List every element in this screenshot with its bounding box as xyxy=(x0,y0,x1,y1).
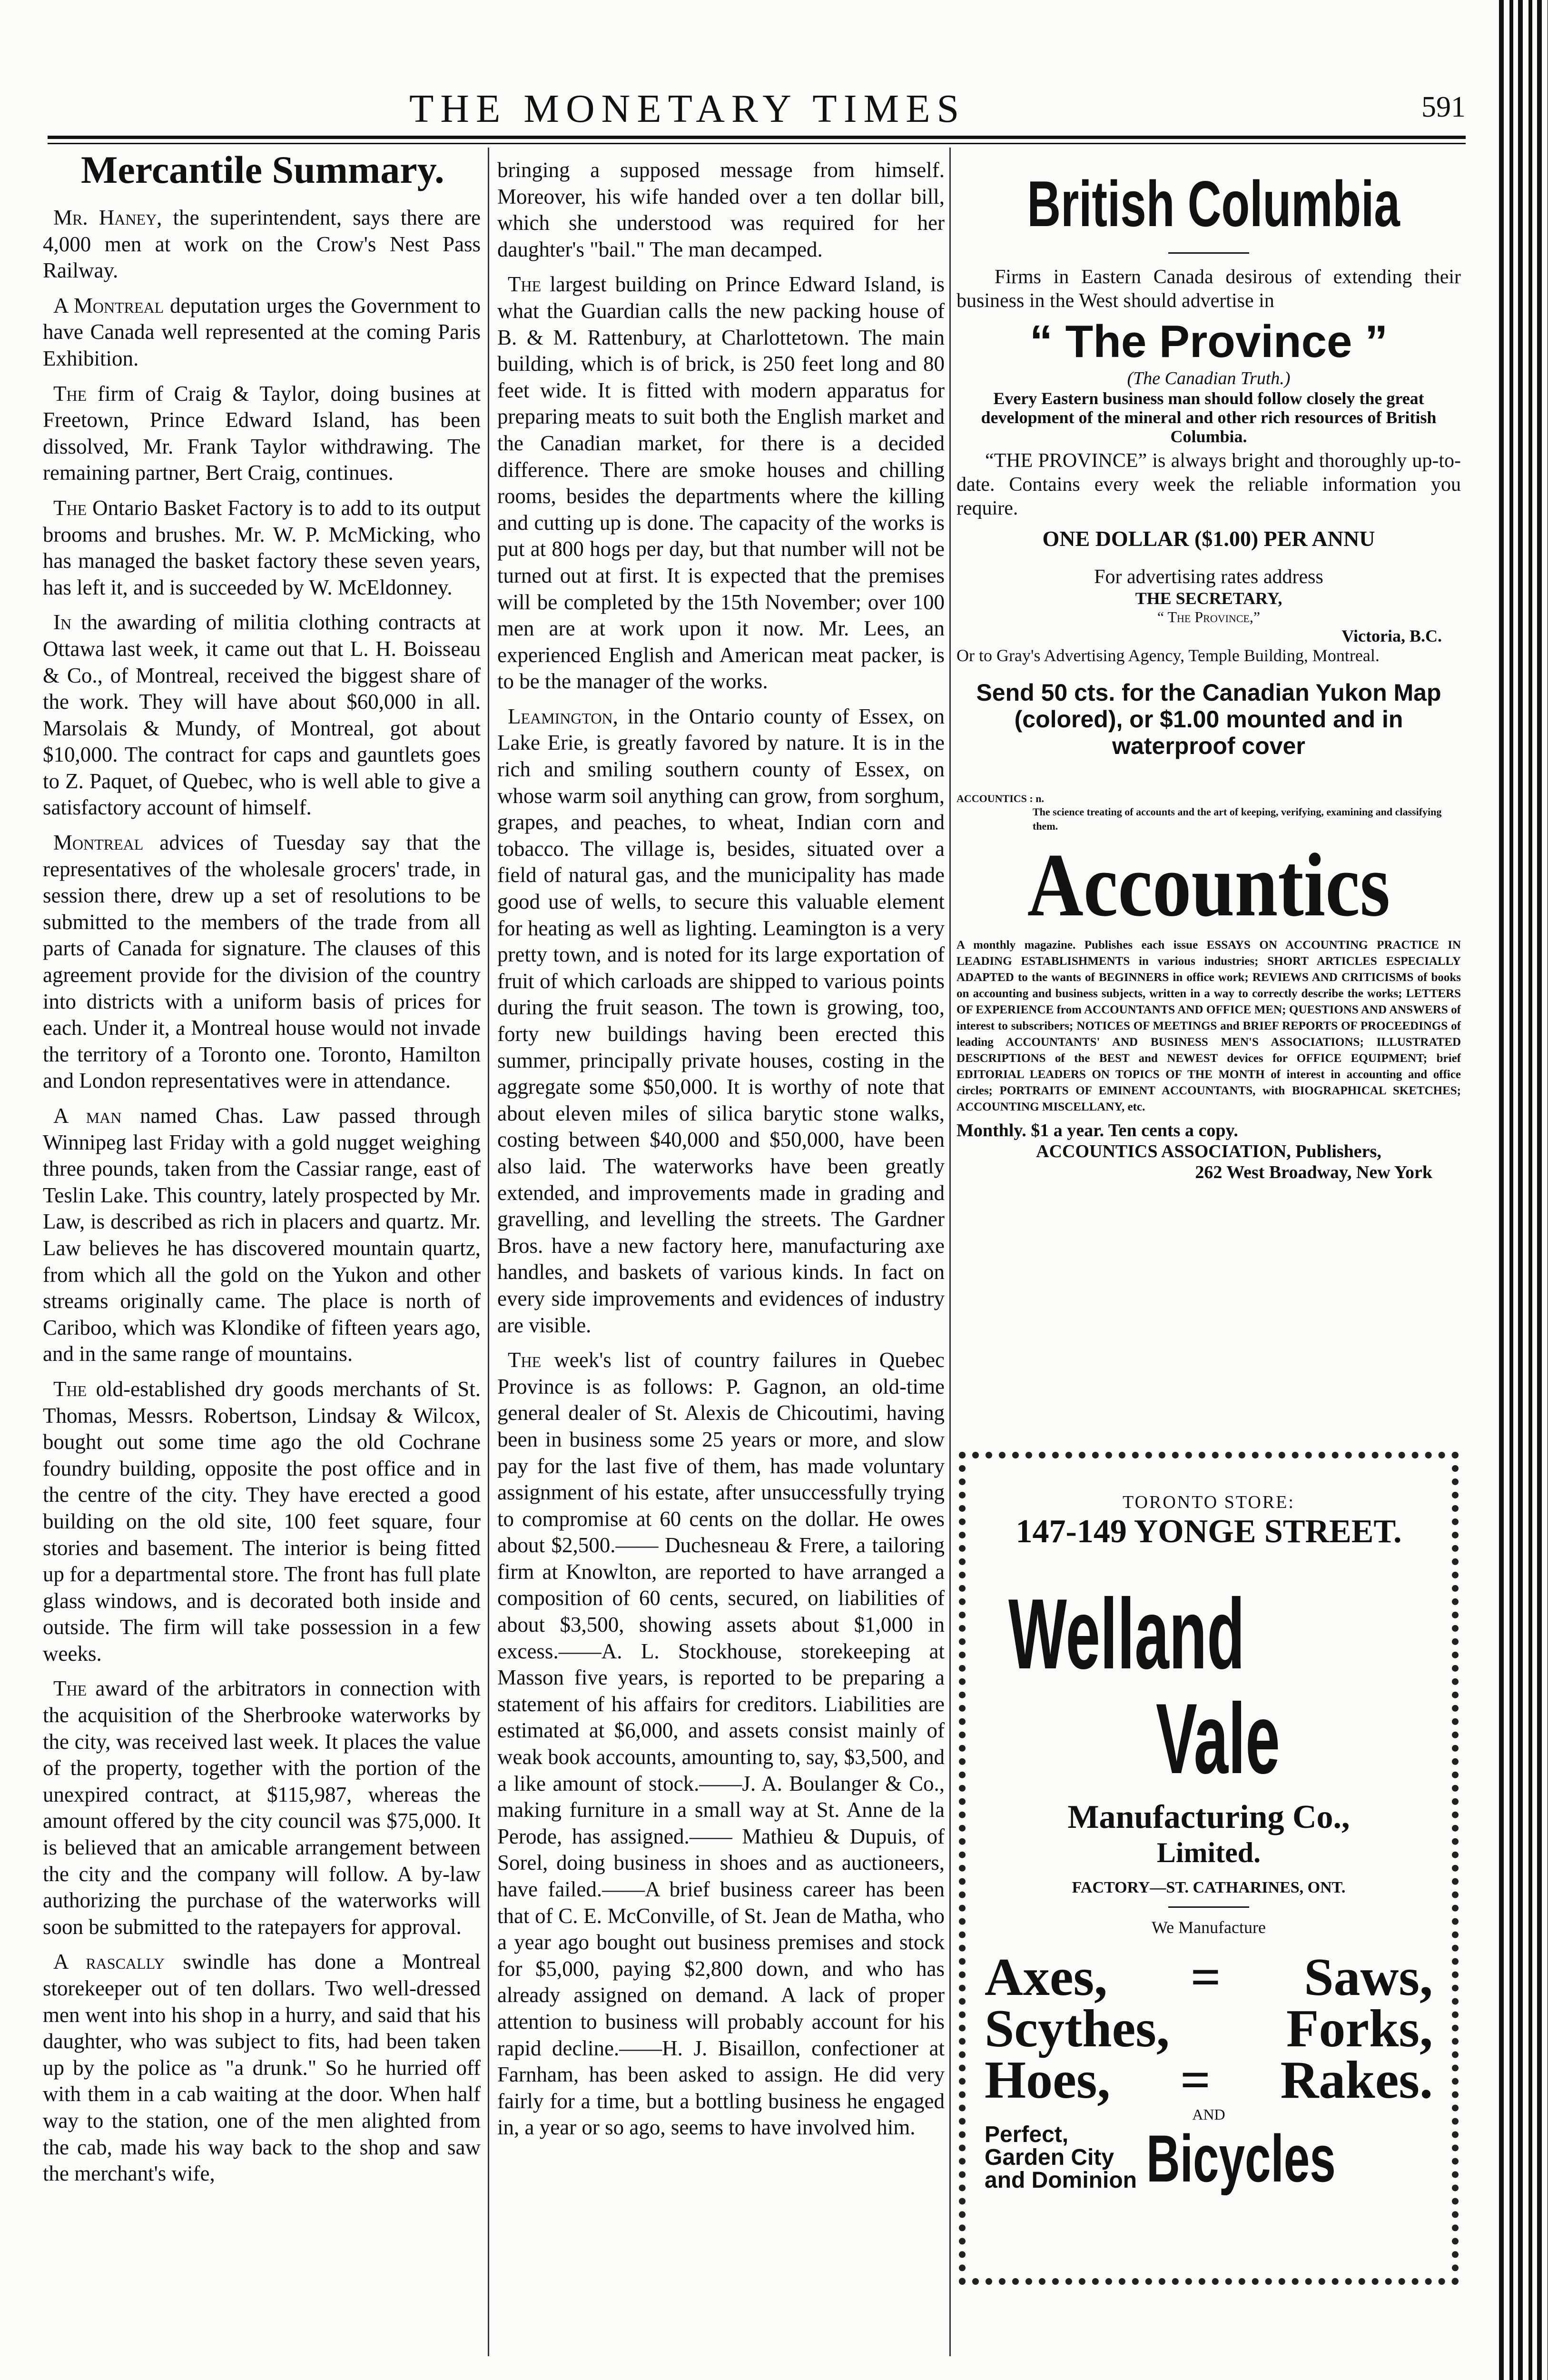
ad-bc-secretary: THE SECRETARY, xyxy=(1135,589,1282,608)
paragraph-lead: In xyxy=(53,610,72,635)
paragraph-text: largest building on Prince Edward Island, is what the Guardian calls the new packing house of B. & M. Rattenbury, at Charlottetown. The main building, which is of brick, is 250 feet long and 80 feet wide. It is fitted with modern apparatus for preparing meats to suit both the English market and the Canadian market, for there is a decided difference. There are smoke houses and chilling rooms, besides the departments where the killing and cutting up is done. The capacity of the works is put at 800 hogs per day, but that number will not be turned out at first. It is expected that the premises will be completed by the 15th November; over 100 men are at work upon it now. Mr. Lees, an experienced English and American meat packer, is to be the manager of the works. xyxy=(497,272,945,694)
article-paragraph xyxy=(43,609,481,821)
ad-wv-and: AND xyxy=(1192,2106,1225,2123)
section-heading: Mercantile Summary. xyxy=(81,148,444,191)
masthead xyxy=(48,81,1466,133)
ad-bc-victoria: Victoria, B.C. xyxy=(1341,626,1442,645)
article-paragraph xyxy=(497,704,945,1339)
paragraph-lead: A rascally xyxy=(53,1950,165,1974)
ad-acc-def-label: ACCOUNTICS : n. xyxy=(956,793,1044,804)
ad-bc-rates: For advertising rates address xyxy=(1094,566,1323,588)
ad-wv-garden: Garden City xyxy=(985,2145,1114,2170)
ad-bc-or: Or to Gray's Advertising Agency, Temple Building, Montreal. xyxy=(956,646,1380,665)
paragraph-text: firm of Craig & Taylor, doing busines at Freetown, Prince Edward Island, has been dissolved, Mr. Frank Taylor withdrawing. The remaining partner, Bert Craig, continues. xyxy=(43,381,481,485)
ad-wv-dominion: and Dominion xyxy=(985,2168,1137,2193)
paragraph-text: award of the arbitrators in connection with the acquisition of the Sherbrooke waterworks by the city, was received last week. It places the value of the property, together with the portion of the unexpired contract, at $115,987, whereas the amount offered by the city council was $75,000. It is believed that an amicable arrangement between the city and the company will follow. A by-law authorizing the purchase of the waterworks will soon be submitted to the ratepayers for approval. xyxy=(43,1676,481,1939)
ad-wv-name2: Vale xyxy=(1156,1683,1280,1795)
ad-wv-limited: Limited. xyxy=(1156,1837,1261,1868)
column-divider xyxy=(949,148,951,2356)
separator: = xyxy=(1180,2051,1211,2110)
paragraph-text: advices of Tuesday say that the representatives of the wholesale grocers' trade, in session there, drew up a set of resolutions to be submitted to the members of the trade from all parts of Canada for signature. The clauses of this agreement provide for the division of the country into districts with a uniform basis of prices for each. Under it, a Montreal house would not invade the territory of a Toronto one. Toronto, Hamilton and London representatives were in attendance. xyxy=(43,831,481,1093)
paragraph-lead: The xyxy=(53,496,87,520)
page-edge-binding xyxy=(1499,0,1548,2380)
column-divider xyxy=(488,148,489,2356)
ad-wv-bicycles-title: Bicycles xyxy=(1146,2121,1336,2196)
column-mercantile xyxy=(43,205,481,2196)
article-paragraph xyxy=(43,830,481,1094)
masthead-title: THE MONETARY TIMES xyxy=(409,87,966,131)
paragraph-text: Ontario Basket Factory is to add to its output brooms and brushes. Mr. W. P. McMicking, who has managed the basket factory these seven years, has left it, and is succeeded by W. McEldonney. xyxy=(43,496,481,599)
ad-wv-row xyxy=(966,2051,1452,2110)
paragraph-text: the superintendent, says there are 4,000 men at work on the Crow's Nest Pass Railway. xyxy=(43,206,481,283)
paragraph-text: swindle has done a Montreal storekeeper out of ten dollars. Two well-dressed men went into his shop in a hurry, and said that his daughter, who was subject to fits, had been taken up by the police as "a drunk." So he hurried off with them in a cab waiting at the door. When half way to the station, one of the men alighted from the cab, made his way back to the shop and saw the merchant's wife, xyxy=(43,1950,481,2186)
divider xyxy=(1168,252,1249,254)
ad-wv-item: Axes, xyxy=(985,1948,1108,2007)
article-paragraph xyxy=(43,1376,481,1667)
paragraph-lead: The xyxy=(53,381,87,406)
paragraph-lead: The xyxy=(53,1676,87,1701)
paragraph-text: in the Ontario county of Essex, on Lake Erie, is greatly favored by nature. It is in the rich and smiling southern county of Essex, on whose warm soil anything can grow, from sorghum, grapes, and peaches, to wheat, Indian corn and tobacco. The village is, besides, situated over a field of natural gas, and the municipality has made good use of wells, to secure this valuable element for heating as well as lighting. Leamington is a very pretty town, and is noted for its large exportation of fruit of which carloads are shipped to various points during the fruit season. The town is growing, too, forty new buildings having been erected this summer, principally private houses, costing in the aggregate some $50,000. It is worthy of note that about eleven miles of silica barytic stone walks, costing between $40,000 and $50,000, have been also laid. The waterworks have been greatly extended, and improvements made in grading and gravelling, and levelling the streets. The Gardner Bros. have a new factory here, manufacturing axe handles, and baskets of various kinds. In fact on every side improvements and evidences of industry are visible. xyxy=(497,704,945,1337)
separator: = xyxy=(1190,1948,1221,2007)
ad-wv-bike-brands xyxy=(985,2123,1137,2192)
ad-wv-item: Scythes, xyxy=(985,1999,1170,2058)
ad-acc-title: Accountics xyxy=(1027,835,1390,935)
paragraph-text: old-established dry goods merchants of St. Thomas, Messrs. Robertson, Lindsay & Wilcox, bought out some time ago the old Cochrane foundry building, opposite the post office and in the centre of the city. They have erected a good building on the old site, 100 feet square, four stories and basement. The interior is being fitted up for a departmental store. The front has full plate glass windows, and is decorated both inside and outside. The firm will take possession in a few weeks. xyxy=(43,1377,481,1666)
ad-acc-def: The science treating of accounts and the art of keeping, verifying, examining and classifying them. xyxy=(1033,806,1442,832)
paragraph-lead: A man xyxy=(53,1104,122,1128)
ad-bc-note: Every Eastern business man should follow closely the great development of the mineral and other rich resources of British Columbia. xyxy=(981,389,1437,446)
paragraph-lead: A Montreal xyxy=(53,293,164,317)
paragraph-lead: The xyxy=(508,1348,542,1372)
page-number: 591 xyxy=(1421,91,1466,123)
paragraph-text: bringing a supposed message from himself. Moreover, his wife handed over a ten dollar bill, which she understood was required for her daughter's "bail." The man decamped. xyxy=(497,158,945,261)
ad-wv-row xyxy=(966,1999,1452,2058)
ad-acc-body: A monthly magazine. Publishes each issue ESSAYS ON ACCOUNTING PRACTICE IN LEADING ESTABLISHMENTS in various industries; SHORT ARTICLES ESPECIALLY ADAPTED to the wants of BEGINNERS in office work; REVIEWS AND CRITICISMS of books on accounting and business subjects, written in a way to correctly describe the works; LETTERS OF EXPERIENCE from ACCOUNTANTS AND OFFICE MEN; QUESTIONS AND ANSWERS of interest to subscribers; NOTICES OF MEETINGS and BRIEF REPORTS OF PROCEEDINGS of leading ACCOUNTANTS' AND BUSINESS MEN'S ASSOCIATIONS; ILLUSTRATED DESCRIPTIONS of the BEST and NEWEST devices for OFFICE EQUIPMENT; brief EDITORIAL LEADERS ON TOPICS OF THE MONTH of interest in accounting and office circles; PORTRAITS OF EMINENT ACCOUNTANTS, with BIOGRAPHICAL SKETCHES; ACCOUNTING MISCELLANY, etc. xyxy=(956,939,1461,1113)
paragraph-text: the awarding of militia clothing contracts at Ottawa last week, it came out that L. H. Boisseau & Co., of Montreal, received the biggest share of the work. They will have about $60,000 in all. Marsolais & Mundy, of Montreal, got about $10,000. The contract for caps and gauntlets goes to Z. Paquet, of Quebec, who is well able to give a satisfactory account of himself. xyxy=(43,610,481,820)
ad-accountics xyxy=(956,793,1461,1183)
ad-bc-subtitle: (The Canadian Truth.) xyxy=(1127,368,1291,388)
article-paragraph xyxy=(43,495,481,601)
ad-wv-bicycles xyxy=(966,2121,1452,2196)
paragraph-lead: The xyxy=(508,272,542,297)
ad-wv-manufacture: We Manufacture xyxy=(1152,1918,1266,1937)
article-paragraph xyxy=(43,293,481,372)
ad-bc-title: British Columbia xyxy=(1027,168,1400,240)
masthead-rule-thin xyxy=(48,143,1466,144)
ad-acc-price: Monthly. $1 a year. Ten cents a copy. xyxy=(956,1121,1238,1140)
ad-bc-price: ONE DOLLAR ($1.00) PER ANNU xyxy=(1042,526,1375,551)
article-paragraph xyxy=(497,271,945,695)
ad-bc-intro: Firms in Eastern Canada desirous of extending their business in the West should advertise in xyxy=(956,266,1461,312)
ad-wv-item: Forks, xyxy=(1286,1999,1433,2058)
paragraph-text: named Chas. Law passed through Winnipeg last Friday with a gold nugget weighing three pounds, taken from the Cassiar range, east of Teslin Lake. This country, lately prospected by Mr. Law, is described as rich in placers and quartz. Mr. Law believes he has discovered mountain quartz, from which all the gold on the Yukon and other streams originally came. The place is north of Cariboo, which was Klondike of fifteen years ago, and in the same range of mountains. xyxy=(43,1104,481,1366)
ad-welland-vale xyxy=(959,1452,1459,2285)
paragraph-lead: Mr. Haney, xyxy=(53,206,162,229)
article-paragraph xyxy=(43,381,481,486)
divider xyxy=(1168,1906,1249,1908)
ad-wv-factory: FACTORY—ST. CATHARINES, ONT. xyxy=(1072,1879,1346,1896)
ad-wv-name1: Welland xyxy=(1008,1578,1245,1690)
article-paragraph xyxy=(43,205,481,284)
ad-bc-desc: “THE PROVINCE” is always bright and thoroughly up-to-date. Contains every week the reliable information you require. xyxy=(956,450,1461,519)
paragraph-lead: Montreal xyxy=(53,831,144,855)
ad-bc-map-offer: Send 50 cts. for the Canadian Yukon Map (colored), or $1.00 mounted and in waterproof cover xyxy=(976,679,1441,759)
ad-acc-address: 262 West Broadway, New York xyxy=(1195,1162,1432,1182)
paragraph-lead: Leamington, xyxy=(508,704,618,728)
masthead-rule xyxy=(48,136,1466,139)
ad-wv-item: Rakes. xyxy=(1280,2051,1433,2110)
paragraph-lead: The xyxy=(53,1377,87,1401)
article-paragraph xyxy=(43,1676,481,1940)
ad-bc-province-line: “ The Province,” xyxy=(1157,608,1261,625)
ad-wv-row xyxy=(966,1937,1452,2007)
article-paragraph xyxy=(497,157,945,263)
ad-acc-publisher: ACCOUNTICS ASSOCIATION, Publishers, xyxy=(1036,1141,1381,1161)
ad-wv-item: Saws, xyxy=(1304,1948,1433,2007)
paragraph-text: deputation urges the Government to have Canada well represented at the coming Paris Exhibition. xyxy=(43,293,481,370)
ad-british-columbia xyxy=(956,167,1461,759)
article-paragraph xyxy=(497,1347,945,2141)
article-paragraph xyxy=(43,1949,481,2187)
ad-wv-item: Hoes, xyxy=(985,2051,1111,2110)
ad-wv-company: Manufacturing Co., xyxy=(1067,1799,1350,1835)
ad-bc-paper: “ The Province ” xyxy=(1029,316,1388,367)
paragraph-text: week's list of country failures in Quebec Province is as follows: P. Gagnon, an old-time general dealer of St. Alexis de Chicoutimi, having been in business some 25 years or more, and slow pay for the last five of them, has made voluntary assignment of his estate, after unsuccessfully trying to compromise at 60 cents on the dollar. He owes about $2,500.—— Duchesneau & Frere, a tailoring firm at Knowlton, are reported to have arranged a composition of 60 cents, secured, on liabilities of about $3,500, showing assets about $1,000 in excess.——A. L. Stockhouse, storekeeping at Masson five years, is reported to be preparing a statement of his affairs for creditors. Liabilities are estimated at $6,000, and assets consist mainly of weak book accounts, amounting to, say, $3,500, and a like amount of stock.——J. A. Boulanger & Co., making furniture in a small way at St. Anne de la Perode, has assigned.—— Mathieu & Dupuis, of Sorel, doing business in shoes and as auctioneers, have failed.——A brief business career has been that of C. E. McConville, of St. Jean de Matha, who a year ago bought out business premises and stock for $5,000, paying $2,800 down, and who has already assigned on demand. A lack of proper attention to business will probably account for his rapid decline.——H. J. Bisaillon, confectioner at Farnham, has been asked to assign. He did very fairly for a time, but a bottling business he engaged in, a year or so ago, seems to have involved him. xyxy=(497,1348,945,2140)
article-paragraph xyxy=(43,1103,481,1368)
ad-wv-perfect: Perfect, xyxy=(985,2122,1069,2147)
ad-wv-store-label: TORONTO STORE: xyxy=(1123,1492,1295,1512)
ad-wv-store-address: 147-149 YONGE STREET. xyxy=(1016,1513,1402,1550)
column-news xyxy=(497,157,945,2150)
advertisements xyxy=(956,157,1461,1183)
